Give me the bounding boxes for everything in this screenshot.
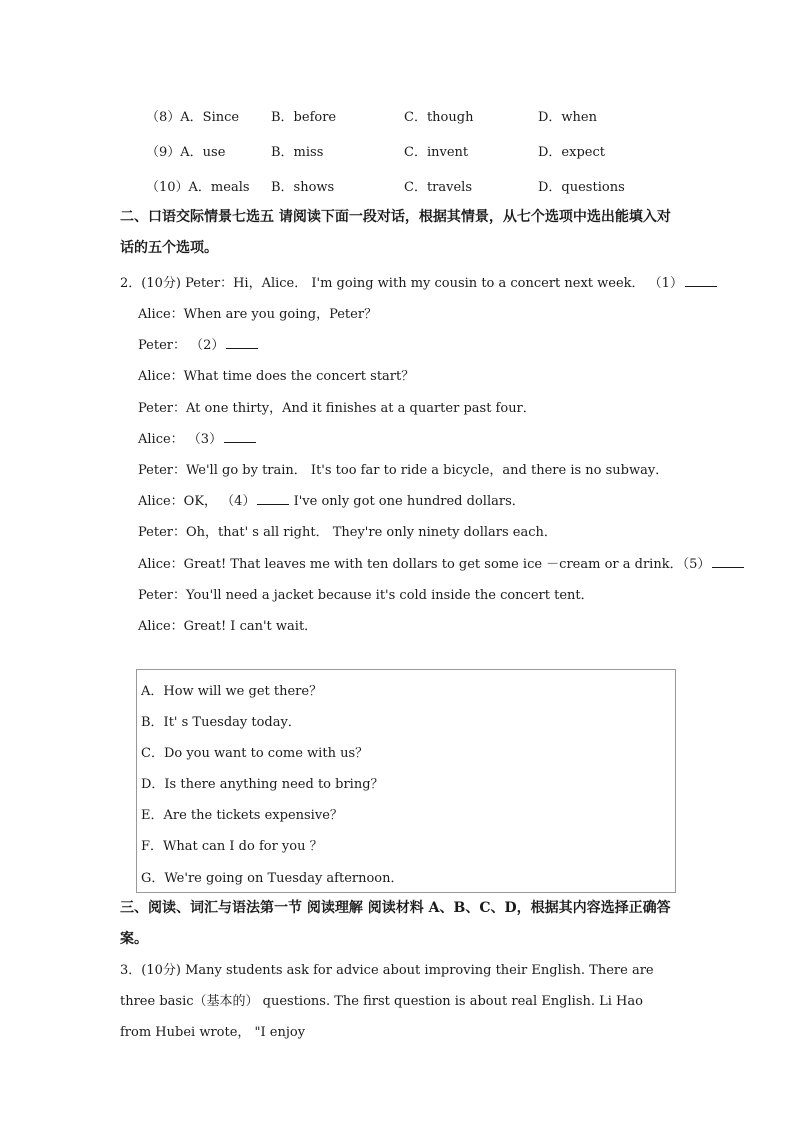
answer-blank[interactable] <box>226 336 258 349</box>
dialogue-line-6: Alice： （3） <box>138 428 256 447</box>
dialogue-line-8: Alice：OK， （4） I've only got one hundred dollars． <box>138 494 525 509</box>
answer-blank[interactable] <box>685 274 717 287</box>
dialogue-line-4: Alice：What time does the concert start？ <box>138 369 415 384</box>
option-c: C．though <box>404 110 474 125</box>
choice-d: D．Is there anything need to bring？ <box>141 777 384 792</box>
option-a: （9）A．use <box>146 145 226 160</box>
dialogue-line-9: Peter：Oh，that' s all right． They're only ninety dollars each． <box>138 525 557 540</box>
answer-blank[interactable] <box>257 492 289 505</box>
dialogue-line-7: Peter：We'll go by train． It's too far to ride a bicycle，and there is no subway． <box>138 463 669 478</box>
option-d: D．when <box>538 110 597 125</box>
choice-a: A．How will we get there？ <box>141 684 323 699</box>
option-b: B．shows <box>271 180 335 195</box>
section-heading-2: 二、口语交际情景七选五 请阅读下面一段对话，根据其情景，从七个选项中选出能填入对话的五个选项。 <box>120 209 671 256</box>
dialogue-line-10: Alice：Great! That leaves me with ten dollars to get some ice －cream or a drink．（5） <box>138 553 744 572</box>
dialogue-line-2: Alice：When are you going，Peter？ <box>138 307 378 322</box>
option-d: D．questions <box>538 180 625 195</box>
dialogue-line-1: 2．(10分) Peter：Hi，Alice． I'm going with my cousin to a concert next week． （1） <box>120 272 717 291</box>
option-b: B．miss <box>271 145 324 160</box>
dialogue-line-3: Peter： （2） <box>138 334 258 353</box>
option-a: （8）A．Since <box>146 110 240 125</box>
choice-b: B．It' s Tuesday today． <box>141 715 301 730</box>
dialogue-line-5: Peter：At one thirty，And it finishes at a quarter past four． <box>138 401 536 416</box>
option-c: C．invent <box>404 145 469 160</box>
dialogue-line-11: Peter：You'll need a jacket because it's cold inside the concert tent． <box>138 588 594 603</box>
choice-g: G．We're going on Tuesday afternoon． <box>141 871 404 886</box>
question-3-text: 3．(10分) Many students ask for advice about improving their English. There are three basic（基本的） questions. The first question is about real English. Li Hao from Hubei wrote， "I enjoy <box>120 963 654 1040</box>
option-b: B．before <box>271 110 337 125</box>
choice-e: E．Are the tickets expensive？ <box>141 808 343 823</box>
option-d: D．expect <box>538 145 605 160</box>
option-a: （10）A．meals <box>146 180 250 195</box>
choice-c: C．Do you want to come with us？ <box>141 746 369 761</box>
choices-box <box>136 669 676 893</box>
answer-blank[interactable] <box>224 430 256 443</box>
dialogue-line-12: Alice：Great! I can't wait． <box>138 619 318 634</box>
choice-f: F．What can I do for you ？ <box>141 839 323 854</box>
section-heading-3: 三、阅读、词汇与语法第一节 阅读理解 阅读材料 A、B、C、D，根据其内容选择正确答案。 <box>120 900 671 947</box>
answer-blank[interactable] <box>712 555 744 568</box>
option-c: C．travels <box>404 180 473 195</box>
